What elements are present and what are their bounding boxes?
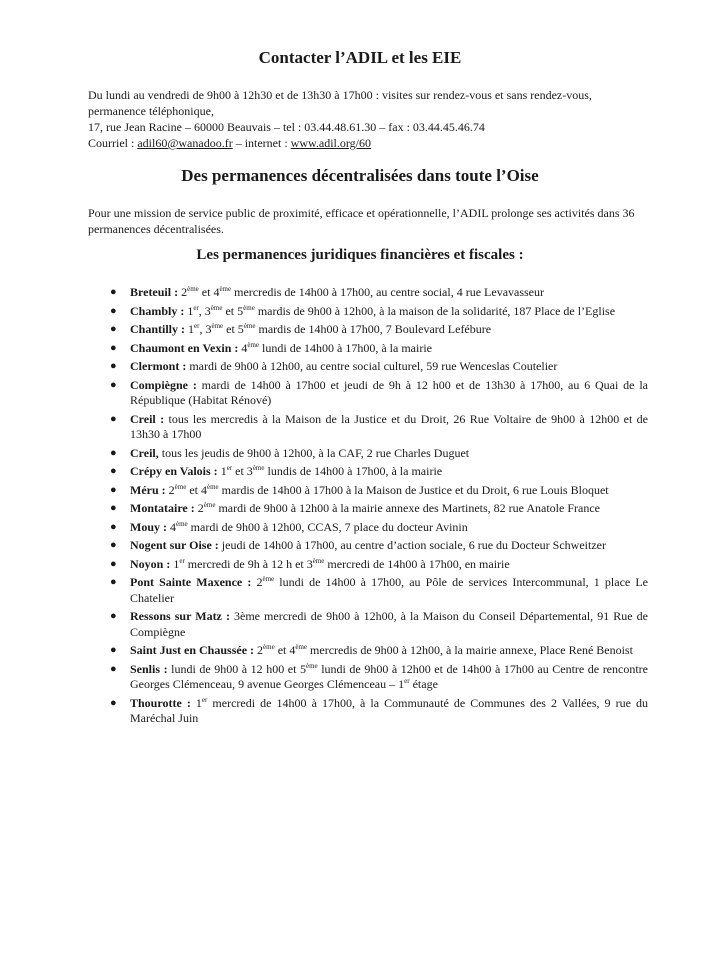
schedule-text: mardi de 9h00 à 12h00 à la mairie annexe des Martinets, 82 rue Anatole France <box>215 501 600 515</box>
schedule-text: mardi de 9h00 à 12h00, au centre social culturel, 59 rue Wenceslas Coutelier <box>186 359 558 373</box>
bullet-icon: ● <box>110 446 117 459</box>
bullet-icon: ● <box>110 539 117 551</box>
list-item <box>108 359 648 375</box>
website-link[interactable]: www.adil.org/60 <box>290 136 371 150</box>
location-name: Creil : <box>130 411 165 426</box>
schedule-text: lundi de 14h00 à 17h00, à la mairie <box>259 340 432 355</box>
list-item <box>108 575 648 606</box>
list-item <box>108 322 648 338</box>
location-name: Mouy : <box>130 519 167 534</box>
ordinal-suffix: ème <box>262 575 275 583</box>
permanences-list <box>108 285 648 730</box>
schedule-text: 1 <box>217 464 227 478</box>
list-title: Les permanences juridiques financières et fiscales : <box>196 247 524 263</box>
bullet-icon: ● <box>110 286 117 298</box>
schedule-text: et 4 <box>274 643 296 657</box>
ordinal-suffix: ème <box>187 285 199 293</box>
schedule-text: mardis de 14h00 à 17h00 à la Maison de Justice et du Droit, 6 rue Louis Bloquet <box>218 482 609 497</box>
list-item <box>108 378 648 409</box>
schedule-text: mercredis de 9h00 à 12h00, à la mairie annexe, Place René Benoist <box>307 643 633 657</box>
bullet-icon: ● <box>110 520 117 533</box>
bullet-icon: ● <box>110 360 117 372</box>
schedule-text: 1 <box>190 695 202 710</box>
schedule-text: jeudi de 14h00 à 17h00, au centre d’action sociale, 6 rue du Docteur Schweitzer <box>218 538 606 552</box>
location-name: Noyon : <box>130 556 171 571</box>
schedule-text: 1 <box>185 322 195 336</box>
schedule-text: 2 <box>254 643 264 657</box>
ordinal-suffix: ème <box>211 322 224 330</box>
ordinal-suffix: ème <box>207 482 219 491</box>
intro-paragraph: Pour une mission de service public de proximité, efficace et opérationnelle, l’ADIL prolonge ses activités dans 36 permanences décentralisées. <box>88 206 635 236</box>
email-label: Courriel : <box>88 136 138 150</box>
location-name: Chantilly : <box>130 322 186 336</box>
schedule-text: 4 <box>167 519 176 534</box>
location-name: Compiègne : <box>130 377 197 392</box>
list-item <box>108 464 648 480</box>
ordinal-suffix: ème <box>243 303 255 312</box>
schedule-text: et 5 <box>223 322 244 336</box>
ordinal-suffix: ème <box>210 303 223 312</box>
schedule-text: étage <box>409 677 438 691</box>
contact-paragraph <box>88 87 648 151</box>
schedule-text: , 3 <box>198 303 211 318</box>
schedule-text: 1 <box>170 556 180 571</box>
location-name: Pont Sainte Maxence : <box>130 575 252 589</box>
list-item <box>108 446 648 462</box>
schedule-text: mercredis de 14h00 à 17h00, au centre social, 4 rue Levavasseur <box>231 285 545 299</box>
schedule-text: 1 <box>184 303 194 318</box>
ordinal-suffix: ème <box>263 643 275 651</box>
location-name: Chaumont en Vexin : <box>130 340 239 355</box>
bullet-icon: ● <box>110 557 117 570</box>
bullet-icon: ● <box>110 378 117 391</box>
schedule-text: 4 <box>238 340 248 355</box>
bullet-icon: ● <box>110 304 117 317</box>
schedule-text: mercredi de 14h00 à 17h00, à la Communauté de Communes des 2 Vallées, 9 rue du Maréchal Juin <box>130 695 649 725</box>
bullet-icon: ● <box>110 610 117 622</box>
schedule-text: , 3 <box>199 322 212 336</box>
list-item <box>108 662 648 693</box>
schedule-text: et 5 <box>222 303 244 318</box>
ordinal-suffix: er <box>201 695 208 704</box>
list-item <box>108 643 648 659</box>
bullet-icon: ● <box>110 465 117 477</box>
location-name: Ressons sur Matz : <box>130 609 230 623</box>
schedule-text: mardis de 14h00 à 17h00, 7 Boulevard Lefébure <box>255 322 492 336</box>
list-item <box>108 696 648 727</box>
email-link[interactable]: adil60@wanadoo.fr <box>137 136 233 150</box>
ordinal-suffix: ème <box>252 464 265 472</box>
schedule-text: lundi de 14h00 à 17h00, au Pôle de services Intercommunal, 1 place Le Chatelier <box>130 575 648 605</box>
bullet-icon: ● <box>110 483 117 496</box>
schedule-text: 2 <box>165 482 175 497</box>
list-item <box>108 520 648 536</box>
location-name: Creil, <box>130 445 159 460</box>
ordinal-suffix: er <box>226 464 233 472</box>
location-name: Chambly : <box>130 303 185 318</box>
section-title: Des permanences décentralisées dans toute l’Oise <box>181 166 539 185</box>
ordinal-suffix: ème <box>174 482 187 491</box>
list-item <box>108 341 648 357</box>
ordinal-suffix: ème <box>219 285 232 293</box>
location-name: Crépy en Valois : <box>130 464 218 478</box>
list-item <box>108 538 648 554</box>
schedule-text: et 4 <box>198 285 220 299</box>
ordinal-suffix: ème <box>247 340 260 349</box>
internet-label: – internet : <box>232 136 291 150</box>
ordinal-suffix: ème <box>176 519 188 528</box>
schedule-text: 3ème mercredi de 9h00 à 12h00, à la Maison du Conseil Départemental, 91 Rue de Compiègne <box>130 609 649 639</box>
ordinal-suffix: er <box>179 556 185 565</box>
list-item <box>108 412 648 443</box>
schedule-text: lundis de 14h00 à 17h00, à la mairie <box>264 464 443 478</box>
schedule-text: mardis de 9h00 à 12h00, à la maison de la solidarité, 187 Place de l’Eglise <box>254 303 616 318</box>
list-item <box>108 483 648 499</box>
list-item <box>108 501 648 517</box>
schedule-text: tous les mercredis à la Maison de la Justice et du Droit, 26 Rue Voltaire de 9h00 à 12h00 et de 13h30 à 17h00 <box>130 411 648 441</box>
location-name: Breteuil : <box>130 285 179 299</box>
schedule-text: mercredi de 9h à 12 h et 3 <box>184 556 313 571</box>
schedule-text: lundi de 9h00 à 12 h00 et 5 <box>167 661 306 676</box>
location-name: Nogent sur Oise : <box>130 538 219 552</box>
location-name: Montataire : <box>130 501 195 515</box>
bullet-icon: ● <box>110 323 117 335</box>
contact-address: 17, rue Jean Racine – 60000 Beauvais – tel : 03.44.48.61.30 – fax : 03.44.45.46.74 <box>88 120 485 134</box>
list-item <box>108 609 648 640</box>
ordinal-suffix: er <box>404 677 410 685</box>
ordinal-suffix: er <box>193 303 199 312</box>
bullet-icon: ● <box>110 412 117 425</box>
bullet-icon: ● <box>110 662 117 675</box>
schedule-text: et 4 <box>186 482 207 497</box>
location-name: Senlis : <box>130 661 168 676</box>
schedule-text: et 3 <box>232 464 253 478</box>
schedule-text: 2 <box>251 575 263 589</box>
page-title: Contacter l’ADIL et les EIE <box>258 48 462 67</box>
location-name: Thourotte : <box>130 695 191 710</box>
location-name: Saint Just en Chaussée : <box>130 643 255 657</box>
location-name: Méru : <box>130 482 166 497</box>
schedule-text: mardi de 9h00 à 12h00, CCAS, 7 place du docteur Avinin <box>187 519 468 534</box>
schedule-text: tous les jeudis de 9h00 à 12h00, à la CAF, 2 rue Charles Duguet <box>158 445 470 460</box>
bullet-icon: ● <box>110 644 117 656</box>
bullet-icon: ● <box>110 576 117 588</box>
bullet-icon: ● <box>110 341 117 354</box>
schedule-text: mercredi de 14h00 à 17h00, en mairie <box>324 556 510 571</box>
list-item <box>108 285 648 301</box>
ordinal-suffix: ème <box>243 322 256 330</box>
schedule-text: mardi de 14h00 à 17h00 et jeudi de 9h à 12 h00 et de 13h30 à 17h00, au 6 Quai de la République (Habitat Rénové) <box>130 377 648 407</box>
ordinal-suffix: er <box>194 322 200 330</box>
schedule-text: lundi de 9h00 à 12h00 et de 14h00 à 17h00 au Centre de rencontre Georges Clémenceau, 9 avenue Georges Clémenceau – 1 <box>130 661 648 691</box>
ordinal-suffix: ème <box>305 661 318 670</box>
ordinal-suffix: ème <box>203 501 216 509</box>
location-name: Clermont : <box>130 359 187 373</box>
schedule-text: 2 <box>178 285 188 299</box>
schedule-text: 2 <box>194 501 204 515</box>
bullet-icon: ● <box>110 696 117 709</box>
list-item <box>108 304 648 320</box>
ordinal-suffix: ème <box>295 643 308 651</box>
contact-hours: Du lundi au vendredi de 9h00 à 12h30 et de 13h30 à 17h00 : visites sur rendez-vous et sans rendez-vous, permanence téléphonique, <box>88 88 592 118</box>
bullet-icon: ● <box>110 502 117 514</box>
list-item <box>108 557 648 573</box>
ordinal-suffix: ème <box>312 556 325 565</box>
